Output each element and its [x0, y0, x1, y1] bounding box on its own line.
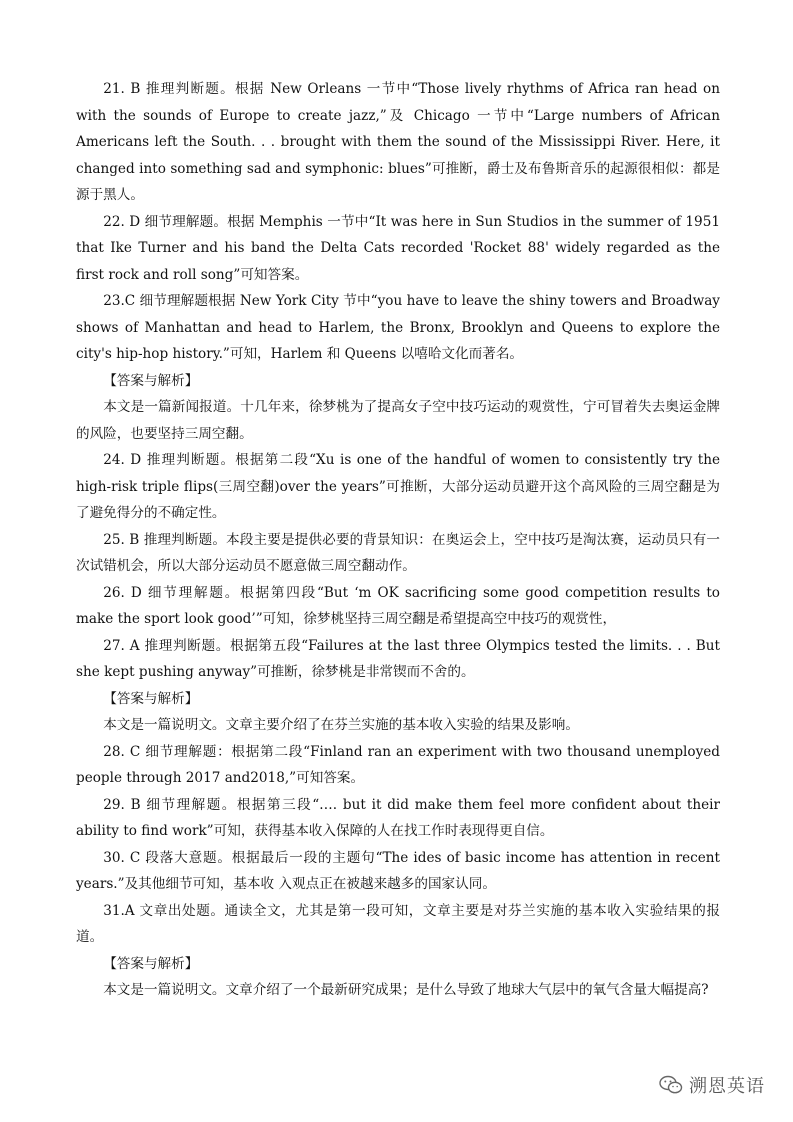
- paragraph-q30: 30. C 段落大意题。根据最后一段的主题句“The ides of basic income has attention in recent years.”及其他细节可知，基本收 入观点正在被越来越多的国家认同。: [76, 849, 720, 892]
- paragraph-summary-xu: 本文是一篇新闻报道。十几年来，徐梦桃为了提高女子空中技巧运动的观赏性，宁可冒着失去奥运金牌的风险，也要坚持三周空翻。: [76, 399, 720, 442]
- paragraph-summary-oxygen: 本文是一篇说明文。文章介绍了一个最新研究成果；是什么导致了地球大气层中的氧气含量大幅提高?: [103, 982, 709, 998]
- document-body: [76, 76, 720, 1004]
- paragraph-q28: 28. C 细节理解题：根据第二段“Finland ran an experiment with two thousand unemployed people through 2017 and2018,”可知答案。: [76, 743, 720, 786]
- paragraph-q24: 24. D 推理判断题。根据第二段“Xu is one of the handful of women to consistently try the high-risk triple flips(三周空翻)over the years”可推断，大部分运动员避开这个高风险的三周空翻是为了避免得分的不确定性。: [76, 452, 720, 521]
- wechat-icon: [659, 1075, 683, 1095]
- paragraph-q21: 21. B 推理判断题。根据 New Orleans 一节中“Those lively rhythms of Africa ran head on with the sounds of Europe to create jazz,”及 Chicago 一节中“Large numbers of African Americans left the South. . . brought with them the sound of the Mississippi River. Here, it changed into something sad and symphonic: blues”可推断，爵士及布鲁斯音乐的起源很相似：都是源于黑人。: [76, 81, 720, 203]
- paragraph-q25: 25. B 推理判断题。本段主要是提供必要的背景知识：在奥运会上，空中技巧是淘汰赛，运动员只有一次试错机会，所以大部分运动员不愿意做三周空翻动作。: [76, 531, 720, 574]
- paragraph-q23: 23.C 细节理解题根据 New York City 节中“you have to leave the shiny towers and Broadway shows of Manhattan and head to Harlem, the Bronx, Brooklyn and Queens to explore the city's hip-hop history.”可知，Harlem 和 Queens 以嘻哈文化而著名。: [76, 293, 720, 362]
- watermark-label: 溯恩英语: [689, 1076, 765, 1097]
- paragraph-q31: 31.A 文章出处题。通读全文，尤其是第一段可知，文章主要是对芬兰实施的基本收入实验结果的报道。: [76, 902, 720, 945]
- section-heading-answers: 【答案与解析】: [103, 690, 199, 707]
- paragraph-q29: 29. B 细节理解题。根据第三段“…. but it did make them feel more confident about their ability to find work”可知，获得基本收入保障的人在找工作时表现得更自信。: [76, 796, 720, 839]
- watermark: [659, 1072, 765, 1098]
- paragraph-summary-finland: 本文是一篇说明文。文章主要介绍了在芬兰实施的基本收入实验的结果及影响。: [103, 717, 579, 733]
- paragraph-q26: 26. D 细节理解题。根据第四段“But ‘m OK sacrificing some good competition results to make the sport look good’”可知，徐梦桃坚持三周空翻是希望提高空中技巧的观赏性，: [76, 584, 720, 627]
- paragraph-q22: 22. D 细节理解题。根据 Memphis 一节中“It was here in Sun Studios in the summer of 1951 that Ike Turner and his band the Delta Cats recorded 'Rocket 88' widely regarded as the first rock and roll song”可知答案。: [76, 213, 720, 283]
- paragraph-q27: 27. A 推理判断题。根据第五段“Failures at the last three Olympics tested the limits. . . But she kept pushing anyway”可推断，徐梦桃是非常锲而不舍的。: [76, 637, 720, 680]
- section-heading-answers: 【答案与解析】: [103, 372, 199, 389]
- section-heading-answers: 【答案与解析】: [103, 955, 199, 972]
